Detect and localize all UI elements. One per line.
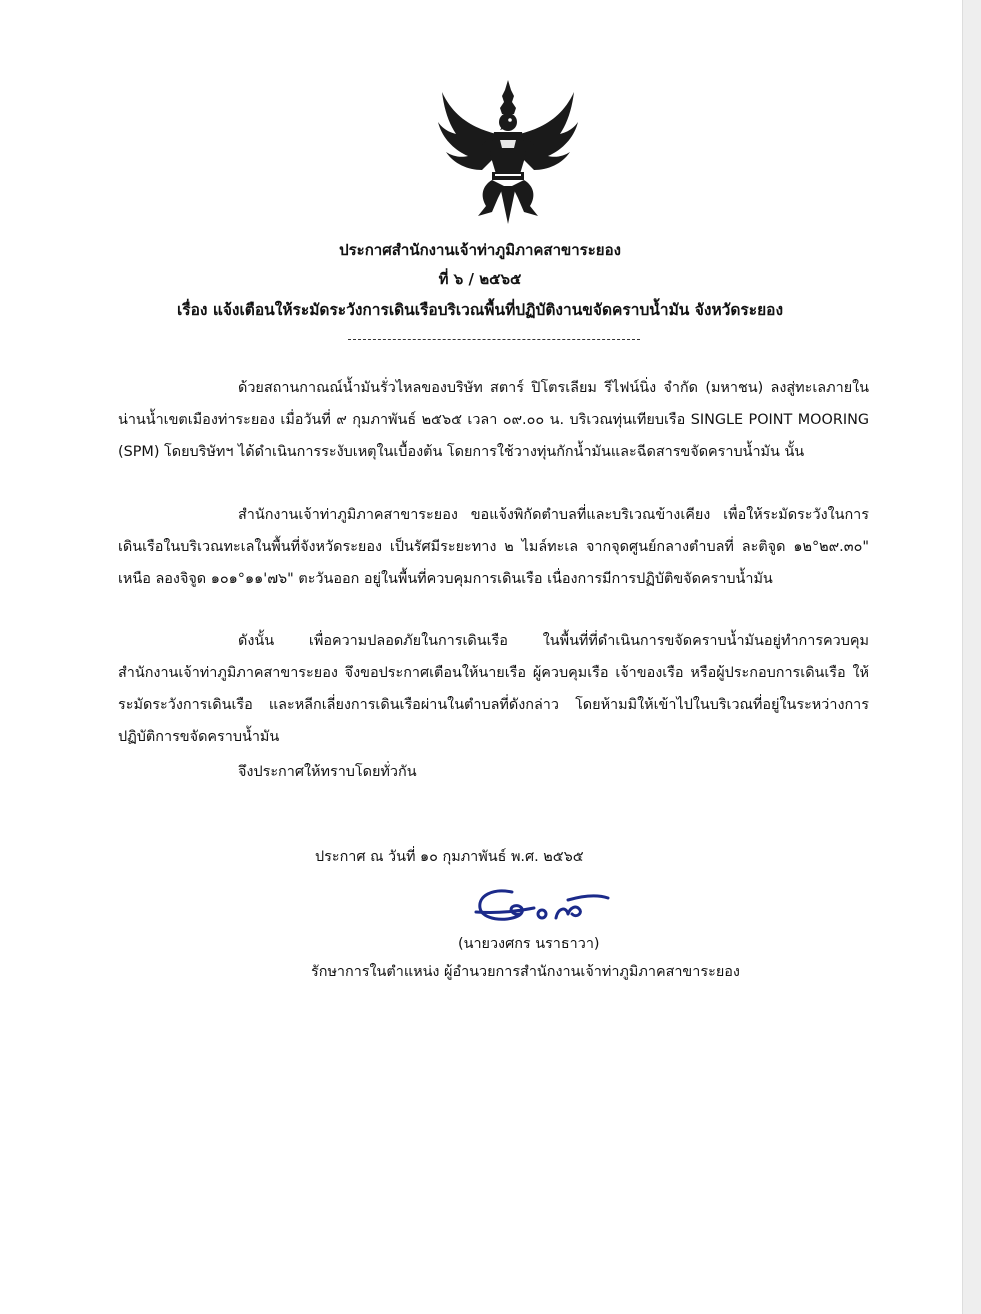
announcement-number: ที่ ๖ / ๒๕๖๕ [438, 270, 522, 288]
page-edge-strip [962, 0, 981, 1314]
signatory-position: รักษาการในตำแหน่ง ผู้อำนวยการสำนักงานเจ้าท่าภูมิภาคสาขาระยอง [311, 964, 740, 980]
handwritten-signature-icon [472, 878, 612, 930]
closing-paragraph: จึงประกาศให้ทราบโดยทั่วกัน [238, 764, 417, 780]
body-paragraph-1: ด้วยสถานกาณณ์น้ำมันรั่วไหลของบริษัท สตาร์ ปิโตรเลียม รีไฟน์นิ่ง จำกัด (มหาชน) ลงสู่ทะเลภายในน่านน้ำเขตเมืองท่าระยอง เมื่อวันที่ ๙ กุมภาพันธ์ ๒๕๖๕ เวลา ๐๙.๐๐ น. บริเวณทุ่นเทียบเรือ SINGLE POINT MOORING (SPM) โดยบริษัทฯ ได้ดำเนินการระงับเหตุในเบื้องต้น โดยการใช้วางทุ่นกักน้ำมันและฉีดสารขจัดคราบน้ำมัน นั้น [118, 380, 869, 460]
body-paragraph-2: สำนักงานเจ้าท่าภูมิภาคสาขาระยอง ขอแจ้งพิกัดตำบลที่และบริเวณข้างเคียง เพื่อให้ระมัดระวังในการเดินเรือในบริเวณทะเลในพื้นที่จังหวัดระยอง เป็นรัศมีระยะทาง ๒ ไมล์ทะเล จากจุดศูนย์กลางตำบลที่ ละติจูด ๑๒°๒๙.๓๐" เหนือ ลองจิจูด ๑๐๑°๑๑'๗๖" ตะวันออก อยู่ในพื้นที่ควบคุมการเดินเรือ เนื่องการมีการปฏิบัติขจัดคราบน้ำมัน [118, 507, 869, 587]
body-paragraph-3: ดังนั้น เพื่อความปลอดภัยในการเดินเรือ ในพื้นที่ที่ดำเนินการขจัดคราบน้ำมันอยู่ทำการควบคุม สำนักงานเจ้าท่าภูมิภาคสาขาระยอง จึงขอประกาศเตือนให้นายเรือ ผู้ควบคุมเรือ เจ้าของเรือ หรือผู้ประกอบการเดินเรือ ให้ระมัดระวังการเดินเรือ และหลีกเลี่ยงการเดินเรือผ่านในตำบลที่ดังกล่าว โดยห้ามมิให้เข้าไปในบริเวณที่อยู่ในระหว่างการปฏิบัติการขจัดคราบน้ำมัน [118, 633, 869, 745]
garuda-emblem-icon [434, 78, 582, 226]
header-divider [348, 339, 640, 340]
announcement-date: ประกาศ ณ วันที่ ๑๐ กุมภาพันธ์ พ.ศ. ๒๕๖๕ [315, 849, 584, 865]
signatory-name: (นายวงศกร นราธาวา) [458, 936, 600, 952]
announcement-subject: เรื่อง แจ้งเตือนให้ระมัดระวังการเดินเรือบริเวณพื้นที่ปฏิบัติงานขจัดคราบน้ำมัน จังหวัดระยอง [176, 301, 784, 319]
announcement-office-heading: ประกาศสำนักงานเจ้าท่าภูมิภาคสาขาระยอง [339, 241, 621, 259]
